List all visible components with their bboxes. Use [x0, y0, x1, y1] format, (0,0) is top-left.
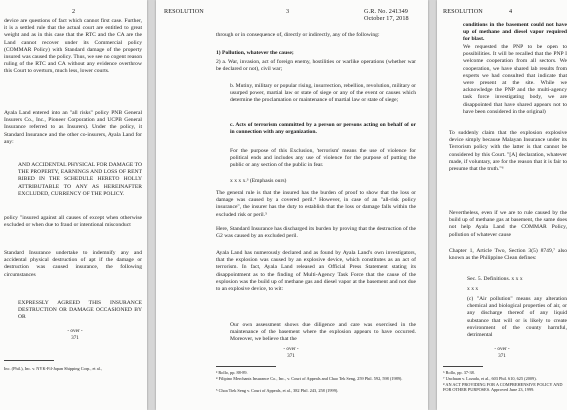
footnote: ⁵ Choa Tiek Seng v. Court of Appeals, et al., 382 Phil. 243, 258 (1999).: [216, 388, 339, 393]
paragraph: The general rule is that the insured has the burden of proof to show that the loss or damage was caused by a covered peril.⁴ However, in case of an "all-risk policy insurance", the insurer has the duty to establish that the loss or damage falls within the excluded risk or peril.⁵: [216, 190, 416, 218]
header-title: RESOLUTION: [164, 8, 204, 15]
paragraph: Chapter 1, Article Two, Section 3(5) 8749,⁷ also known as the Philippine Clean defines:: [449, 248, 567, 262]
footer-number: 371: [498, 353, 506, 359]
document-page-3: [156, 0, 428, 410]
footnote: ⁸ AN ACT PROVIDING FOR A COMPREHENSIVE POLICY AND FOR OTHER PURPOSES. Approved June 23, 1999.: [443, 382, 563, 393]
paragraph: through or in consequence of, directly or indirectly, any of the following:: [216, 32, 380, 38]
footnote-rule: [216, 366, 276, 367]
paragraph: For the purpose of this Exclusion, 'terrorism' means the use of violence for political ends and includes any use of violence for the purpose of putting the public or any section of the public in fear.: [230, 148, 416, 169]
footnote-rule: [443, 366, 483, 367]
paragraph: To suddenly claim that the explosion explosive device simply because Malayan Insurance under its Terrorism policy with the latter is that cannot be considered by this Court. "[A] declaration, whatever made, if voluntary, are for the reason that it is fair to presume that the truth."⁶: [449, 130, 567, 173]
footnote: Inc. (Phil.), Inc. v. NYK-Fil-Japan Shipping Corp., et al.,: [4, 366, 102, 371]
page-number: 3: [286, 8, 290, 15]
footnote: ⁶ Rollo, pp. 37-38.: [443, 370, 475, 375]
page-number: 4: [509, 8, 513, 15]
list-item: b. Mutiny, military or popular rising, insurrection, rebellion, revolution, military or usurped power, martial law or state of siege or any of the event or causes which determine the proclamation or maintenance of martial law or state of siege;: [230, 83, 416, 104]
footnote: ⁴ Filipino Merchants Insurance Co., Inc., v. Court of Appeals and Chao Tek Seng, 259 Phil. 592, 598 (1989).: [216, 376, 403, 381]
footnote: ³ Rollo, pp. 88-89.: [216, 370, 248, 375]
paragraph: Nevertheless, even if we are to rule caused by the build up of methane gas at basement, the same does not help Ayala Land the COMMAR Policy, pollution of whatever cause: [449, 210, 567, 238]
list-item: 2) a. War, invasion, act of foreign enemy, hostilities or warlike operations (whether war be declared or not), civil war;: [216, 59, 416, 73]
footer-over: - over -: [494, 346, 510, 352]
footer-over: - over -: [67, 328, 83, 334]
block-quote: conditions in the basement could not have up of methane and diesel vapor required for blast.: [463, 22, 567, 43]
list-item: 1) Pollution, whatever the cause;: [216, 50, 294, 56]
paragraph: Ayala Land has numerously declared and as found by Ayala Land's own investigators, that the explosion was caused by an explosive device, which constitutes as an act of terrorism. In fact, Ayala Land released an Official Press Statement stating its disappointment as to the finding of Multi-Agency Task Force that the cause of the explosion was the build up of methane gas and diesel vapor at the basement and not due to an explosive device, to wit:: [216, 250, 416, 293]
footnote: ⁷ Unchuan v. Lozada, et al., 603 Phil. 610, 625 (2009).: [443, 376, 537, 381]
footer-number: 371: [71, 335, 79, 341]
page-number: 2: [72, 8, 76, 15]
quoted-clause: EXPRESSLY AGREED THIS INSURANCE DESTRUCTION OR DAMAGE OCCASIONED BY OR: [18, 300, 142, 321]
paragraph: Standard Insurance undertake to indemnify any and accidental physical destruction of apt if the damage or destruction was caused insurance, the following circumstances: [4, 250, 142, 278]
quoted-section: (c) "Air pollution" means any alteration chemical and biological properties of air, or any discharge thereof of any liquid substance that will or is likely to create environment of the county harmful, detrimental: [467, 296, 567, 339]
block-quote: We requested the PNP to be open to possibilities. It will be recalled that the PNP I welcome cooperation from all sectors. We cooperation, we have shared lab results from experts we had consulted that indicate that were present at the site. While we acknowledge the PNP and the multi-agency task force investigating body, we are disappointed that have shared appears not to have been considered in the original): [463, 44, 567, 115]
document-page-2: [0, 0, 147, 410]
footer-number: 371: [287, 353, 295, 359]
list-item: c. Acts of terrorism committed by a person or persons acting on behalf of or in connection with any organization.: [230, 122, 416, 136]
paragraph: Here, Standard Insurance has discharged its burden by proving that the destruction of the G2 was caused by an excluded peril.: [216, 226, 416, 240]
paragraph: policy "insured against all causes of except when otherwise excluded or when due to fraud or intentional misconduct: [4, 215, 142, 229]
quoted-clause: AND ACCIDENTAL PHYSICAL FOR DAMAGE TO THE PROPERTY, EARNINGS AND LOSS OF RENT RIBED IN THE SCHEDULE HERETO HOLLY ATTRIBUTABLE TO ANY AS HEREINAFTER EXCLUDED, CURRENCY OF THE POLICY.: [18, 162, 142, 197]
footnote-rule: [4, 360, 54, 361]
paragraph: device are questions of fact which cannot first case. Further, it is a settled rule that the actual court are entitled to great weight and as in this case that the RTC and the CA are the Land cannot recover under its Commercial policy (COMMAR Policy) with Standard damage of the property insured was caused the policy. Thus, we see no cogent reason ruling of the RTC and CA without any evidence overthrow this Court to overturn, much less, lower courts.: [4, 18, 142, 75]
footer-over: - over -: [283, 346, 299, 352]
quoted-section: Sec. 5. Definitions. x x x: [467, 276, 523, 282]
paragraph: Ayala Land entered into an "all risks" policy PNB General Insurers Co., Inc., Pioneer Corporation and UCPB General Insurance referred to as Insurers). Under the policy, it Standard Insurance and the other co-insurers, Ayala Land for any:: [4, 110, 142, 145]
paragraph: x x x x.³ (Emphasis ours): [230, 178, 287, 184]
header-case-number: G.R. No. 241349: [364, 8, 408, 15]
block-quote: Our own assessment shows due diligence and care was exercised in the maintenance of the basement where the explosion appears to have occurred. Moreover, we believe that the: [230, 322, 416, 343]
header-title: RESOLUTION: [443, 8, 483, 15]
header-date: October 17, 2018: [364, 15, 409, 22]
document-page-4: [437, 0, 567, 410]
quoted-section: x x x: [467, 286, 479, 292]
